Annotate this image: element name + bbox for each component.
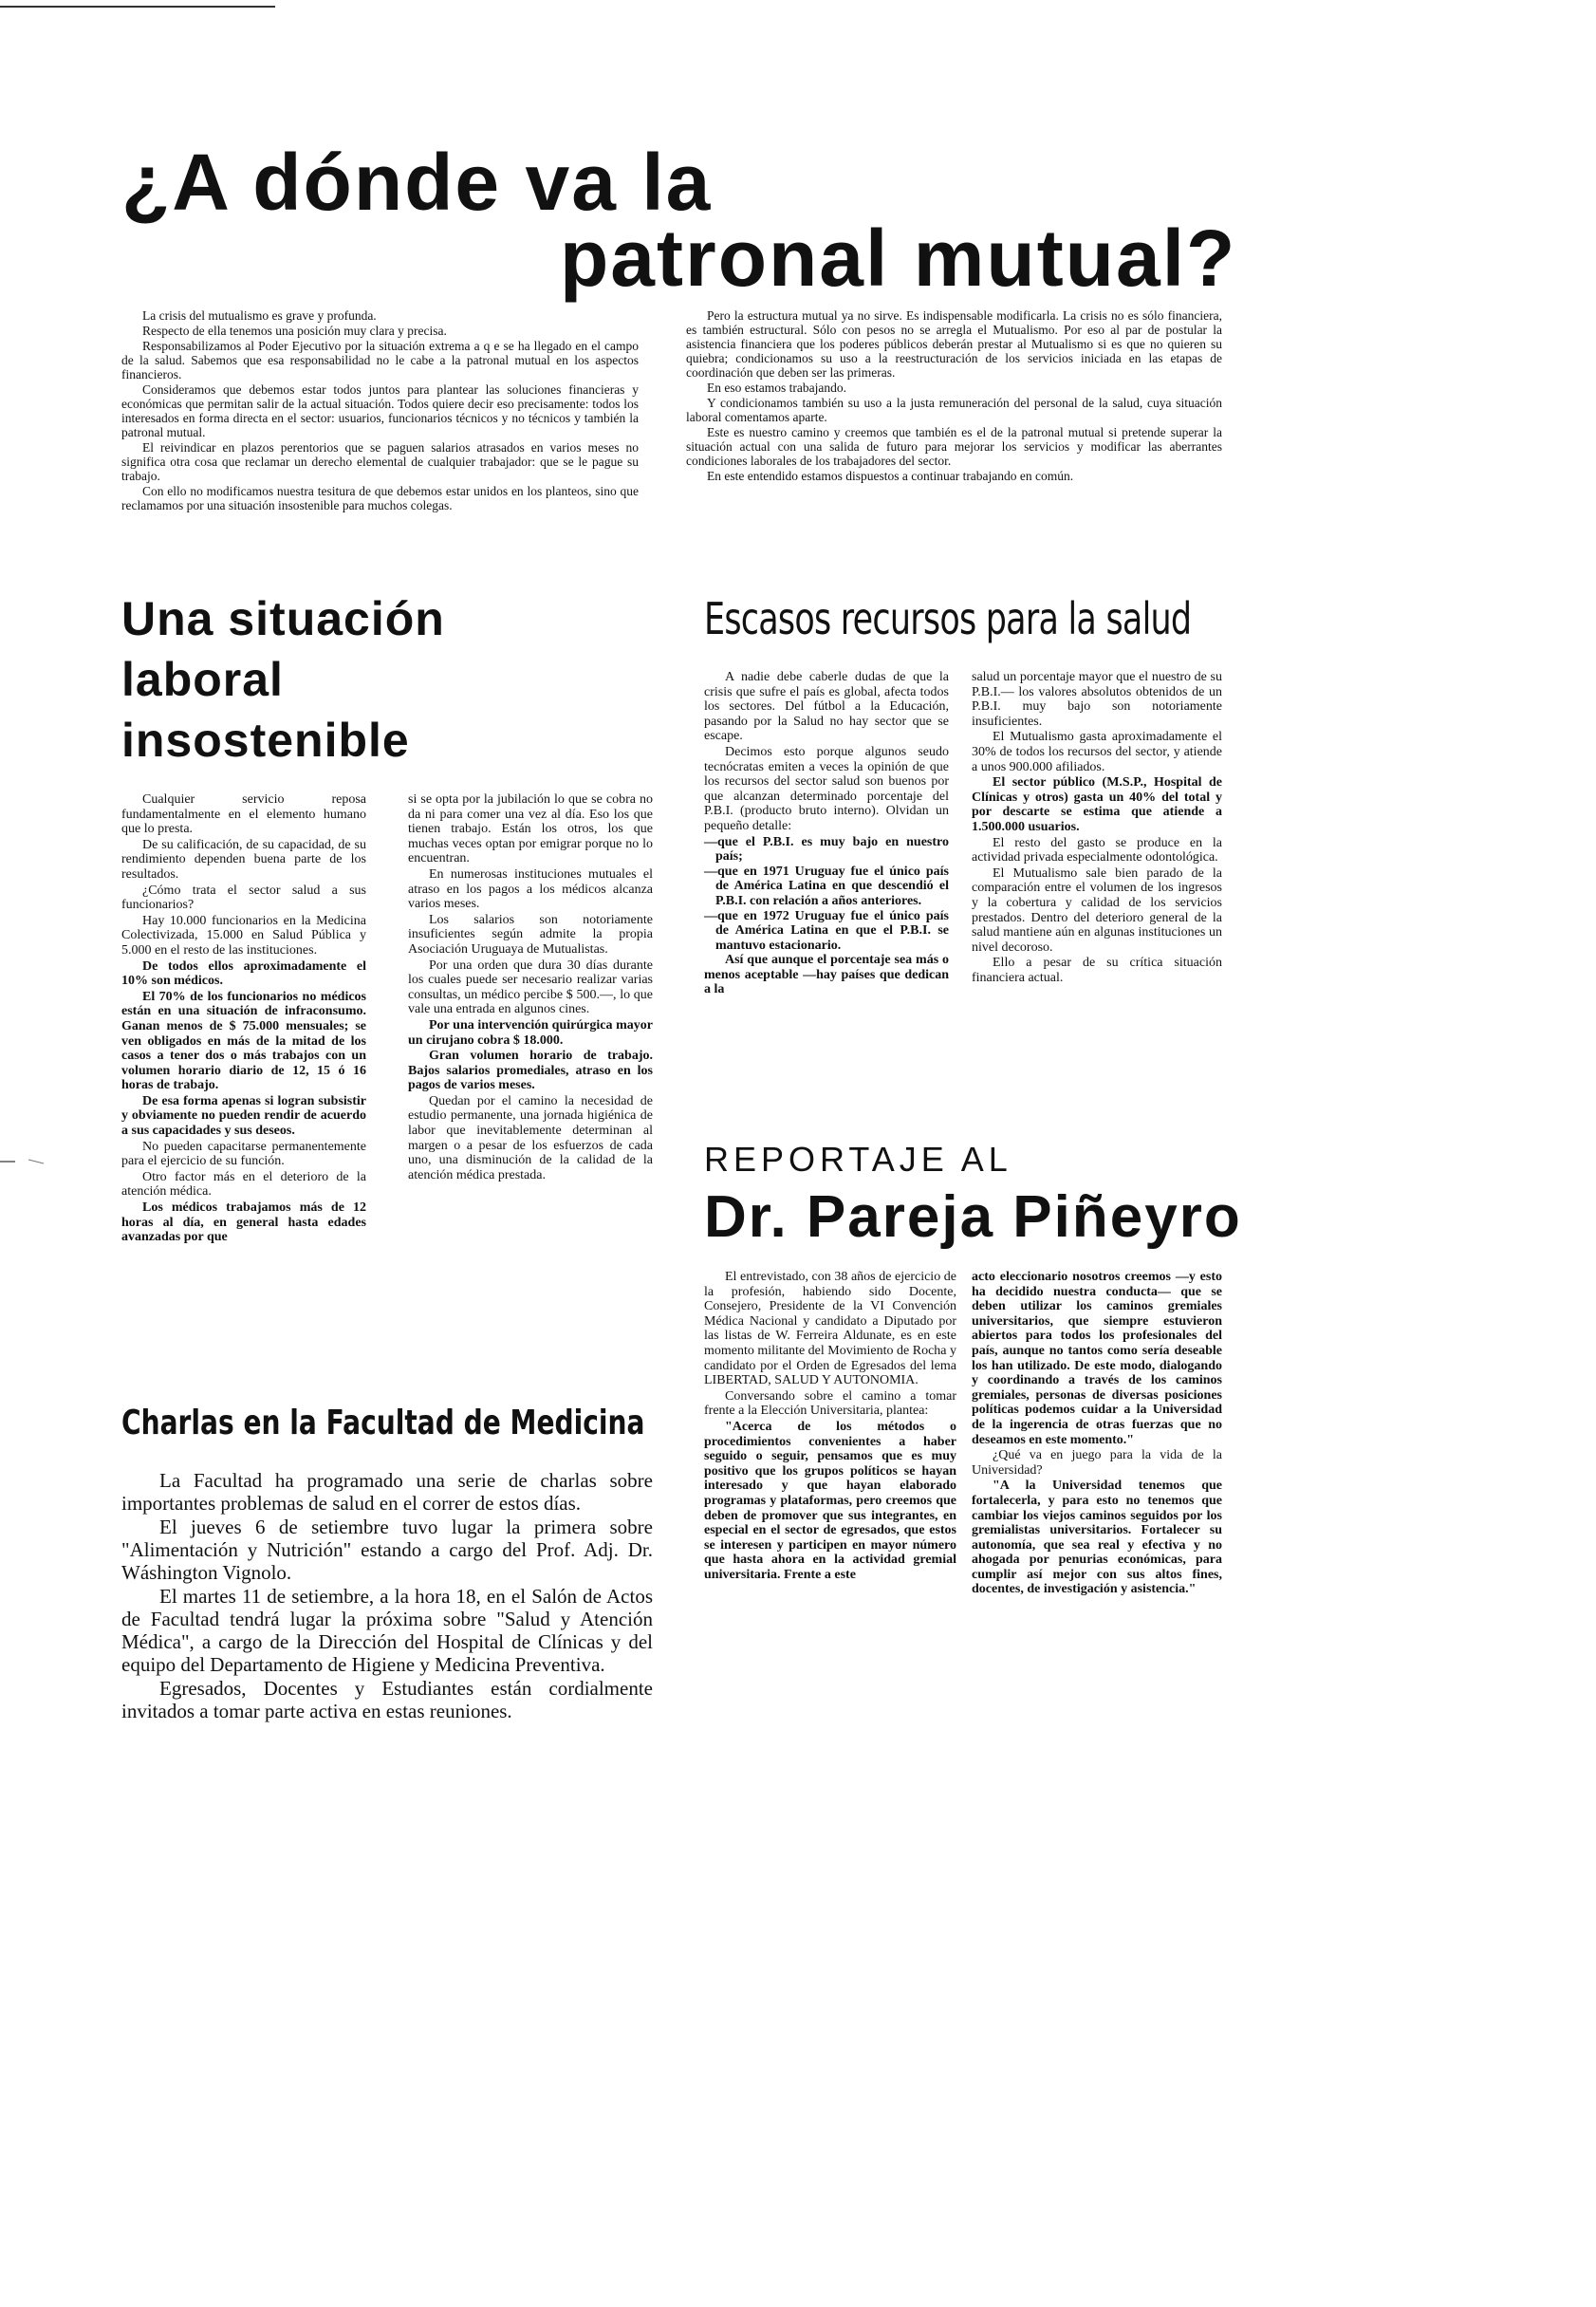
body-paragraph: De todos ellos aproximadamente el 10% son médicos.: [121, 958, 366, 989]
intro-paragraph: En este entendido estamos dispuestos a continuar trabajando en común.: [707, 469, 1074, 483]
body-paragraph: Cualquier servicio reposa fundamentalmente en el elemento humano que lo presta.: [121, 792, 366, 837]
body-paragraph: No pueden capacitarse permanentemente para el ejercicio de su función.: [121, 1139, 366, 1169]
section-title-line: laboral: [121, 653, 284, 706]
body-paragraph: "Acerca de los métodos o procedimientos convenientes a haber seguido o seguir, pensamos que es muy positivo que los grupos políticos se hayan interesado y que hayan elaborado programas y plataformas, pero creemos que deben de promover que sus integrantes, en especial en el sector de egresados, que estos se interesen y participen en mayor número que hasta ahora en la actividad gremial universitaria. Frente a este: [704, 1419, 956, 1582]
body-paragraph: Los médicos trabajamos más de 12 horas al día, en general hasta edades avanzadas por que: [121, 1200, 366, 1245]
intro-paragraph: Respecto de ella tenemos una posición muy clara y precisa.: [142, 324, 447, 338]
section-title-charlas: Charlas en la Facultad de Medicina: [121, 1404, 645, 1442]
body-paragraph: Decimos esto porque algunos seudo tecnócratas emiten a veces la opinión de que los recursos del sector salud son buenos por que alcanzan determinado porcentaje del P.B.I. (producto bruto interno). Olvidan un pequeño detalle:: [704, 744, 949, 833]
body-paragraph: El martes 11 de setiembre, a la hora 18, en el Salón de Actos de Facultad tendrá lugar la próxima sobre "Salud y Atención Médica", a cargo de la Dirección del Hospital de Clínicas y del equipo del Departamento de Higiene y Medicina Preventiva.: [121, 1585, 653, 1676]
body-paragraph: En numerosas instituciones mutuales el atraso en los pagos a los médicos alcanza varios meses.: [408, 866, 653, 912]
intro-paragraph: Este es nuestro camino y creemos que también es el de la patronal mutual si pretende superar la situación actual con una salida de futuro para mejorar los servicios y modificar las aberrantes condiciones laborales de los trabajadores del sector.: [686, 425, 1222, 468]
list-item: —que en 1971 Uruguay fue el único país de América Latina en que descendió el P.B.I. con relación a años anteriores.: [704, 864, 949, 908]
body-paragraph: ¿Qué va en juego para la vida de la Universidad?: [972, 1448, 1222, 1478]
section-title-line: insostenible: [121, 714, 410, 767]
intro-paragraph: Consideramos que debemos estar todos juntos para plantear las soluciones financieras y económicas que permitan salir de la actual situación. Todos quiere decir eso precisamente: todos los interesados en forma directa en el sector: usuarios, funcionarios técnicos y no técnicos y también la patronal mutual.: [121, 382, 639, 439]
list-item: —que en 1972 Uruguay fue el único país de América Latina en que el P.B.I. se mantuvo estacionario.: [704, 908, 949, 953]
body-paragraph: si se opta por la jubilación lo que se cobra no da ni para comer una vez al día. Eso los que tienen trabajo. Están los otros, los que muchas veces optan por emigrar porque no lo encuentran.: [408, 792, 653, 866]
body-paragraph: Por una orden que dura 30 días durante los cuales puede ser necesario realizar varias consultas, un médico percibe $ 500.—, lo que vale una entrada en algunos cines.: [408, 958, 653, 1017]
body-paragraph: El sector público (M.S.P., Hospital de Clínicas y otros) gasta un 40% del total y por descarte se estima que atiende a 1.500.000 usuarios.: [972, 775, 1222, 834]
body-paragraph: A nadie debe caberle dudas de que la crisis que sufre el país es global, afecta todos los sectores. Del fútbol a la Educación, pasando por la Salud no hay sector que se escape.: [704, 670, 949, 744]
body-paragraph: Conversando sobre el camino a tomar frente a la Elección Universitaria, plantea:: [704, 1388, 956, 1419]
body-paragraph: El 70% de los funcionarios no médicos están en una situación de infraconsumo. Ganan menos de $ 75.000 mensuales; se ven obligados en más de la mitad de los casos a tener dos o más trabajos con un volumen horario diario de 12, 15 ó 16 horas de trabajo.: [121, 989, 366, 1093]
body-paragraph: Egresados, Docentes y Estudiantes están cordialmente invitados a tomar parte activa en estas reuniones.: [121, 1677, 653, 1722]
body-paragraph: La Facultad ha programado una serie de charlas sobre importantes problemas de salud en el correr de estos días.: [121, 1469, 653, 1515]
body-paragraph: Hay 10.000 funcionarios en la Medicina Colectivizada, 15.000 en Salud Pública y 5.000 en el resto de las instituciones.: [121, 913, 366, 958]
headline-line-1: ¿A dónde va la: [121, 138, 713, 227]
escasos-column-1: [704, 670, 949, 998]
situacion-column-2: [408, 792, 653, 1183]
body-paragraph: Gran volumen horario de trabajo. Bajos salarios promediales, atraso en los pagos de varios meses.: [408, 1049, 653, 1093]
intro-paragraph: El reivindicar en plazos perentorios que se paguen salarios atrasados en varios meses no significa otra cosa que reclamar un derecho elemental de cualquier trabajador: que se le pague su trabajo.: [121, 440, 639, 483]
section-title-situacion: [121, 588, 653, 771]
intro-paragraph: Y condicionamos también su uso a la justa remuneración del personal de la salud, cuya situación laboral comentamos aparte.: [686, 396, 1222, 424]
pbi-list: [704, 835, 949, 954]
body-paragraph: El Mutualismo gasta aproximadamente el 30% de todos los recursos del sector, y atiende a unos 900.000 afiliados.: [972, 730, 1222, 774]
body-paragraph: Otro factor más en el deterioro de la atención médica.: [121, 1169, 366, 1200]
body-paragraph: acto eleccionario nosotros creemos —y esto ha decidido nuestra conducta— que se deben utilizar los caminos gremiales universitarios, que siempre estuvieron abiertos para todos los profesionales del país, aunque no tantos como sería deseable los han utilizado. De este modo, dialogando y coordinando a través de los caminos gremiales, personas de diversas posiciones políticas podemos cuidar a la Universidad de la ingerencia de otras fuerzas que no deseamos en este momento.": [972, 1270, 1222, 1447]
reportaje-kicker: REPORTAJE AL: [704, 1140, 1012, 1179]
body-paragraph: Por una intervención quirúrgica mayor un cirujano cobra $ 18.000.: [408, 1017, 653, 1048]
body-paragraph: Quedan por el camino la necesidad de estudio permanente, una jornada higiénica de labor que inevitablemente determinan al margen o a pesar de los esfuerzos de cada uno, una disminución de la calidad de la atención médica prestada.: [408, 1093, 653, 1182]
body-paragraph: ¿Cómo trata el sector salud a sus funcionarios?: [121, 883, 366, 913]
scan-mark-decoration: [0, 1146, 57, 1175]
list-item: —que el P.B.I. es muy bajo en nuestro país;: [704, 834, 949, 865]
intro-paragraph: Responsabilizamos al Poder Ejecutivo por la situación extrema a q e se ha llegado en el campo de la salud. Sabemos que esa responsabilidad no le cabe a la patronal mutual en los aspectos financieros.: [121, 339, 639, 381]
situacion-column-1: [121, 792, 366, 1246]
body-paragraph: El resto del gasto se produce en la actividad privada especialmente odontológica.: [972, 835, 1222, 865]
headline-line-2: patronal mutual?: [560, 214, 1237, 303]
body-paragraph: De su calificación, de su capacidad, de su rendimiento dependen buena parte de los resultados.: [121, 837, 366, 882]
escasos-column-2: [972, 670, 1222, 986]
reportaje-name: Dr. Pareja Piñeyro: [704, 1184, 1242, 1250]
body-paragraph: Así que aunque el porcentaje sea más o menos aceptable —hay países que dedican a la: [704, 953, 949, 997]
body-paragraph: "A la Universidad tenemos que fortalecerla, y para esto no tenemos que cambiar los viejos caminos seguidos por los gremialistas universitarios. Fortalecer su autonomía, que sea real y efectiva y no ahogada por penurias económicas, para cumplir así mejor con sus altos fines, docentes, de investigación y asistencia.": [972, 1479, 1222, 1597]
intro-left-column: [121, 308, 639, 513]
body-paragraph: salud un porcentaje mayor que el nuestro de su P.B.I.— los valores absolutos obtenidos de un P.B.I. muy bajo son notoriamente insuficientes.: [972, 670, 1222, 729]
body-paragraph: Los salarios son notoriamente insuficientes según admite la propia Asociación Uruguaya de Mutualistas.: [408, 912, 653, 957]
section-title-escasos: Escasos recursos para la salud: [704, 593, 1192, 644]
body-paragraph: Ello a pesar de su crítica situación financiera actual.: [972, 956, 1222, 985]
body-paragraph: De esa forma apenas si logran subsistir y obviamente no pueden rendir de acuerdo a sus capacidades y sus deseos.: [121, 1093, 366, 1139]
intro-paragraph: En eso estamos trabajando.: [707, 381, 846, 395]
top-rule: [0, 6, 275, 8]
body-paragraph: El Mutualismo sale bien parado de la comparación entre el volumen de los ingresos y la cobertura y calidad de los servicios prestados. Dentro del deterioro general de la salud mantiene aún en algunas instituciones un nivel decoroso.: [972, 865, 1222, 955]
reportaje-column-1: [704, 1270, 956, 1583]
body-paragraph: El entrevistado, con 38 años de ejercicio de la profesión, habiendo sido Docente, Consejero, Presidente de la VI Convención Médica Nacional y candidato a Diputado por las listas de W. Ferreira Aldunate, es en este momento militante del Movimiento de Rocha y candidato por el Orden de Egresados del lema LIBERTAD, SALUD Y AUTONOMIA.: [704, 1270, 956, 1388]
body-paragraph: El jueves 6 de setiembre tuvo lugar la primera sobre "Alimentación y Nutrición" estando a cargo del Prof. Adj. Dr. Wáshington Vignolo.: [121, 1516, 653, 1584]
charlas-body: [121, 1469, 653, 1723]
intro-paragraph: Pero la estructura mutual ya no sirve. Es indispensable modificarla. La crisis no es sólo financiera, es también estructural. Sólo con pesos no se arregla el Mutualismo. Por eso al par de postular la asistencia financiera que los poderes públicos deberán prestar al Mutualismo si es que no quieren su quiebra; condicionamos su uso a la reestructuración de los servicios iniciada en las etapas de coordinación que deben ser las primeras.: [686, 308, 1222, 380]
section-title-line: Una situación: [121, 592, 445, 645]
intro-right-column: [686, 308, 1222, 484]
intro-paragraph: Con ello no modificamos nuestra tesitura de que debemos estar unidos en los planteos, sino que reclamamos por una situación insostenible para muchos colegas.: [121, 484, 639, 512]
reportaje-column-2: [972, 1270, 1222, 1598]
intro-paragraph: La crisis del mutualismo es grave y profunda.: [142, 308, 377, 323]
